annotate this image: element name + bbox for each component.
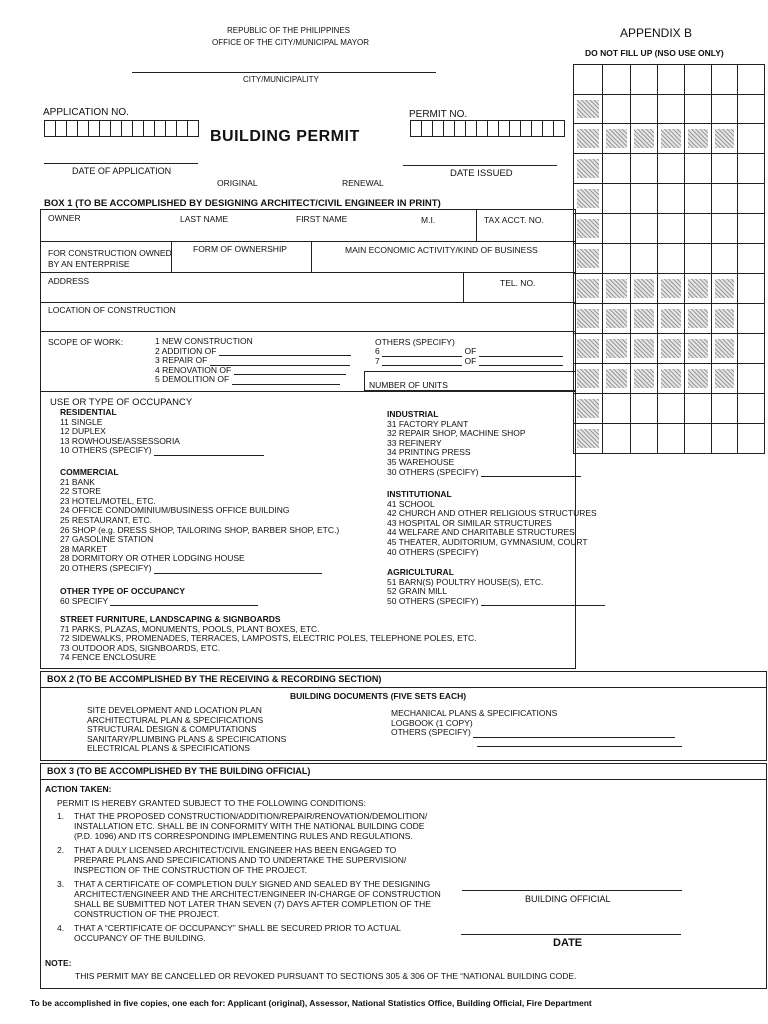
occupancy-item[interactable]: 43 HOSPITAL OR SIMILAR STRUCTURES bbox=[387, 517, 552, 528]
nso-cell bbox=[573, 94, 603, 124]
date-application-label: DATE OF APPLICATION bbox=[72, 166, 172, 176]
number-of-units-label: NUMBER OF UNITS bbox=[369, 380, 448, 390]
occupancy-item[interactable]: 13 ROWHOUSE/ASSESSORIA bbox=[60, 435, 180, 446]
nso-cell bbox=[737, 273, 765, 304]
nso-cell bbox=[630, 123, 658, 154]
nso-cell bbox=[630, 333, 658, 364]
occupancy-item[interactable]: 11 SINGLE bbox=[60, 416, 103, 427]
occupancy-item[interactable]: 25 RESTAURANT, ETC. bbox=[60, 514, 152, 525]
section-title: AGRICULTURAL bbox=[387, 567, 454, 577]
occupancy-item[interactable]: 45 THEATER, AUDITORIUM, GYMNASIUM, COURT bbox=[387, 536, 588, 547]
divider bbox=[40, 302, 575, 303]
nso-cell bbox=[711, 94, 738, 124]
condition-line: SHALL BE SUBMITTED NOT LATER THAN SEVEN (7) DAYS AFTER COMPLETION OF THE bbox=[74, 899, 431, 909]
nso-cell bbox=[657, 94, 685, 124]
industrial-section bbox=[387, 410, 581, 477]
occupancy-item[interactable]: 32 REPAIR SHOP, MACHINE SHOP bbox=[387, 428, 526, 439]
permit-no-field[interactable] bbox=[410, 120, 564, 137]
occupancy-item[interactable]: 10 OTHERS (SPECIFY) bbox=[60, 446, 264, 456]
nso-cell bbox=[602, 333, 631, 364]
nso-cell bbox=[657, 423, 685, 454]
nso-cell bbox=[737, 183, 765, 214]
location-label: LOCATION OF CONSTRUCTION bbox=[48, 305, 176, 315]
nso-cell bbox=[711, 243, 738, 274]
nso-cell bbox=[657, 273, 685, 304]
nso-cell bbox=[711, 123, 738, 154]
section-title: COMMERCIAL bbox=[60, 467, 119, 477]
nso-cell bbox=[657, 363, 685, 394]
nso-cell bbox=[630, 183, 658, 214]
nso-cell bbox=[684, 153, 712, 184]
occupancy-item[interactable]: 33 REFINERY bbox=[387, 437, 442, 448]
date-application-line bbox=[44, 163, 198, 164]
scope-label: SCOPE OF WORK: bbox=[48, 337, 124, 347]
condition-line: THAT A DULY LICENSED ARCHITECT/CIVIL ENGINEER HAS BEEN ENGAGED TO bbox=[74, 845, 397, 855]
condition-line: INSTALLATION ETC. SHALL BE IN CONFORMITY WITH THE NATIONAL BUILDING CODE bbox=[74, 821, 425, 831]
nso-cell bbox=[657, 243, 685, 274]
doc-item[interactable]: STRUCTURAL DESIGN & COMPUTATIONS bbox=[87, 724, 257, 735]
nso-cell bbox=[630, 303, 658, 334]
right-docs bbox=[391, 709, 675, 738]
occupancy-item[interactable]: 71 PARKS, PLAZAS, MONUMENTS, POOLS, PLANT BOXES, ETC. bbox=[60, 623, 320, 634]
application-no-label: APPLICATION NO. bbox=[43, 107, 129, 118]
others-item[interactable]: 6 OF bbox=[375, 347, 563, 357]
nso-cell bbox=[630, 393, 658, 424]
divider bbox=[40, 241, 575, 242]
date-issued-line bbox=[403, 165, 557, 166]
condition-line: THAT THE PROPOSED CONSTRUCTION/ADDITION/REPAIR/RENOVATION/DEMOLITION/ bbox=[74, 811, 428, 821]
nso-cell bbox=[573, 153, 603, 184]
nso-cell bbox=[602, 393, 631, 424]
nso-cell bbox=[711, 363, 738, 394]
occupancy-item[interactable]: 60 SPECIFY bbox=[60, 597, 258, 607]
occupancy-item[interactable]: 31 FACTORY PLANT bbox=[387, 418, 469, 429]
occupancy-item[interactable]: 24 OFFICE CONDOMINIUM/BUSINESS OFFICE BUILDING bbox=[60, 505, 290, 516]
occupancy-item[interactable]: 21 BANK bbox=[60, 476, 95, 487]
building-official-label: BUILDING OFFICIAL bbox=[525, 894, 611, 904]
doc-item[interactable]: SANITARY/PLUMBING PLANS & SPECIFICATIONS bbox=[87, 733, 287, 744]
date-label: DATE bbox=[553, 937, 583, 949]
nso-cell bbox=[737, 303, 765, 334]
date-line bbox=[461, 934, 681, 935]
nso-cell bbox=[657, 123, 685, 154]
last-name-label: LAST NAME bbox=[180, 214, 229, 224]
scope-item[interactable]: 5 DEMOLITION OF bbox=[155, 375, 351, 385]
nso-cell bbox=[573, 183, 603, 214]
occupancy-item[interactable]: 20 OTHERS (SPECIFY) bbox=[60, 564, 339, 574]
note-label: NOTE: bbox=[45, 958, 72, 968]
commercial-section bbox=[60, 468, 339, 574]
condition-line: OCCUPANCY OF THE BUILDING. bbox=[74, 933, 206, 943]
occupancy-item[interactable]: 72 SIDEWALKS, PROMENADES, TERRACES, LAMPOSTS, ELECTRIC POLES, TELEPHONE POLES, ETC. bbox=[60, 633, 477, 644]
divider bbox=[171, 241, 172, 272]
nso-cell bbox=[573, 273, 603, 304]
condition-line: ARCHITECT/ENGINEER AND THE ARCHITECT/ENGINEER IN-CHARGE OF CONSTRUCTION bbox=[74, 889, 441, 899]
nso-cell bbox=[737, 94, 765, 124]
nso-cell bbox=[657, 183, 685, 214]
nso-cell bbox=[684, 303, 712, 334]
scope-list bbox=[155, 337, 351, 385]
city-label: CITY/MUNICIPALITY bbox=[243, 75, 319, 84]
nso-cell bbox=[737, 423, 765, 454]
residential-section bbox=[60, 408, 264, 456]
section-title: RESIDENTIAL bbox=[60, 407, 117, 417]
occupancy-item[interactable]: 42 CHURCH AND OTHER RELIGIOUS STRUCTURES bbox=[387, 508, 597, 519]
nso-cell bbox=[737, 153, 765, 184]
scope-item[interactable]: 4 RENOVATION OF bbox=[155, 366, 351, 376]
note-text: THIS PERMIT MAY BE CANCELLED OR REVOKED PURSUANT TO SECTIONS 305 & 306 OF THE “NATIONAL BUILDING CODE. bbox=[75, 971, 577, 981]
doc-item[interactable]: ARCHITECTURAL PLAN & SPECIFICATIONS bbox=[87, 714, 264, 725]
nso-cell bbox=[684, 94, 712, 124]
doc-item[interactable]: SITE DEVELOPMENT AND LOCATION PLAN bbox=[87, 705, 262, 715]
use-heading: USE OR TYPE OF OCCUPANCY bbox=[50, 397, 193, 408]
occupancy-item[interactable]: 35 WAREHOUSE bbox=[387, 456, 455, 467]
occupancy-item[interactable]: 23 HOTEL/MOTEL, ETC. bbox=[60, 495, 156, 506]
enterprise-label: FOR CONSTRUCTION OWNED bbox=[48, 248, 172, 258]
nso-cell bbox=[630, 213, 658, 244]
nso-cell bbox=[711, 393, 738, 424]
occupancy-item[interactable]: 28 MARKET bbox=[60, 543, 108, 554]
condition-number: 1. bbox=[57, 811, 65, 821]
doc-item[interactable]: ELECTRICAL PLANS & SPECIFICATIONS bbox=[87, 743, 250, 754]
doc-item[interactable]: OTHERS (SPECIFY) bbox=[391, 728, 675, 738]
tel-no-label: TEL. NO. bbox=[500, 278, 536, 288]
nso-cell bbox=[602, 273, 631, 304]
form-ownership-label: FORM OF OWNERSHIP bbox=[193, 244, 287, 254]
mi-label: M.I. bbox=[421, 215, 436, 225]
nso-cell bbox=[602, 153, 631, 184]
nso-cell bbox=[737, 123, 765, 154]
condition-line: (P.D. 1096) AND ITS CORRESPONDING IMPLEMENTING RULES AND REGULATIONS. bbox=[74, 831, 413, 841]
nso-cell bbox=[711, 273, 738, 304]
renewal-label: RENEWAL bbox=[342, 178, 384, 188]
permit-no-label: PERMIT NO. bbox=[409, 109, 468, 120]
nso-cell bbox=[630, 64, 658, 95]
condition-line: THAT A “CERTIFICATE OF OCCUPANCY” SHALL BE SECURED PRIOR TO ACTUAL bbox=[74, 923, 401, 933]
nso-cell bbox=[573, 213, 603, 244]
nso-cell bbox=[573, 64, 603, 95]
occupancy-item[interactable]: 22 STORE bbox=[60, 486, 101, 497]
institutional-section bbox=[387, 490, 597, 557]
original-label: ORIGINAL bbox=[217, 178, 258, 188]
nso-cell bbox=[630, 243, 658, 274]
occupancy-item[interactable]: 74 FENCE ENCLOSURE bbox=[60, 652, 156, 663]
others-specify-label: OTHERS (SPECIFY) bbox=[375, 337, 455, 347]
first-name-label: FIRST NAME bbox=[296, 214, 348, 224]
main-activity-label: MAIN ECONOMIC ACTIVITY/KIND OF BUSINESS bbox=[345, 245, 538, 255]
occupancy-item[interactable]: 50 OTHERS (SPECIFY) bbox=[387, 597, 605, 607]
nso-cell bbox=[684, 183, 712, 214]
occupancy-item[interactable]: 73 OUTDOOR ADS, SIGNBOARDS, ETC. bbox=[60, 642, 221, 653]
other-type-section bbox=[60, 587, 258, 606]
nso-cell bbox=[602, 123, 631, 154]
occupancy-item[interactable]: 40 OTHERS (SPECIFY) bbox=[387, 546, 479, 557]
occupancy-item[interactable]: 34 PRINTING PRESS bbox=[387, 447, 471, 458]
building-official-line bbox=[462, 890, 682, 891]
nso-cell bbox=[602, 243, 631, 274]
nso-cell bbox=[684, 393, 712, 424]
box3-heading: BOX 3 (TO BE ACCOMPLISHED BY THE BUILDING OFFICIAL) bbox=[47, 766, 311, 776]
divider bbox=[463, 272, 464, 302]
occupancy-item[interactable]: 44 WELFARE AND CHARITABLE STRUCTURES bbox=[387, 527, 575, 538]
nso-cell bbox=[602, 363, 631, 394]
occupancy-item[interactable]: 52 GRAIN MILL bbox=[387, 586, 447, 597]
nso-cell bbox=[737, 333, 765, 364]
date-issued-label: DATE ISSUED bbox=[450, 168, 513, 179]
application-no-field[interactable] bbox=[44, 120, 198, 137]
others-item[interactable]: 7 OF bbox=[375, 357, 563, 367]
nso-cell bbox=[657, 153, 685, 184]
nso-cell bbox=[684, 123, 712, 154]
agricultural-section bbox=[387, 568, 605, 606]
nso-cell bbox=[602, 303, 631, 334]
nso-cell bbox=[657, 393, 685, 424]
nso-cell bbox=[711, 423, 738, 454]
nso-cell bbox=[630, 273, 658, 304]
nso-cell bbox=[602, 64, 631, 95]
scope-item[interactable]: 3 REPAIR OF bbox=[155, 356, 351, 366]
tax-acct-label: TAX ACCT. NO. bbox=[484, 215, 544, 225]
nso-cell bbox=[711, 303, 738, 334]
doc-item[interactable]: MECHANICAL PLANS & SPECIFICATIONS bbox=[391, 708, 558, 718]
street-section bbox=[60, 615, 476, 663]
left-docs bbox=[87, 706, 286, 754]
republic-text: REPUBLIC OF THE PHILIPPINES bbox=[227, 26, 350, 35]
enterprise-label: BY AN ENTERPRISE bbox=[48, 259, 130, 269]
section-title: STREET FURNITURE, LANDSCAPING & SIGNBOARDS bbox=[60, 614, 281, 624]
scope-item[interactable]: 1 NEW CONSTRUCTION bbox=[155, 336, 253, 346]
nso-cell bbox=[602, 213, 631, 244]
condition-line: PREPARE PLANS AND SPECIFICATIONS AND TO UNDERTAKE THE SUPERVISION/ bbox=[74, 855, 407, 865]
nso-cell bbox=[630, 363, 658, 394]
condition-line: INSPECTION OF THE CONSTRUCTION OF THE PROJECT. bbox=[74, 865, 307, 875]
nso-cell bbox=[711, 153, 738, 184]
scope-item[interactable]: 2 ADDITION OF bbox=[155, 347, 351, 357]
nso-cell bbox=[737, 64, 765, 95]
others-blank bbox=[477, 746, 682, 747]
occupancy-item[interactable]: 26 SHOP (e.g. DRESS SHOP, TAILORING SHOP, BARBER SHOP, ETC.) bbox=[60, 524, 340, 535]
conditions-intro: PERMIT IS HEREBY GRANTED SUBJECT TO THE FOLLOWING CONDITIONS: bbox=[57, 798, 366, 808]
address-label: ADDRESS bbox=[48, 276, 90, 286]
section-title: OTHER TYPE OF OCCUPANCY bbox=[60, 586, 185, 596]
nso-cell bbox=[711, 333, 738, 364]
nso-cell bbox=[573, 333, 603, 364]
divider bbox=[311, 241, 312, 272]
nso-cell bbox=[711, 64, 738, 95]
nso-cell bbox=[630, 153, 658, 184]
nso-cell bbox=[684, 243, 712, 274]
box1-heading: BOX 1 (TO BE ACCOMPLISHED BY DESIGNING ARCHITECT/CIVIL ENGINEER IN PRINT) bbox=[44, 198, 441, 209]
doc-item[interactable]: LOGBOOK (1 COPY) bbox=[391, 717, 473, 728]
divider bbox=[40, 272, 575, 273]
occupancy-item[interactable]: 27 GASOLINE STATION bbox=[60, 534, 154, 545]
nso-note: DO NOT FILL UP (NSO USE ONLY) bbox=[585, 48, 724, 58]
nso-cell bbox=[602, 423, 631, 454]
docs-heading: BUILDING DOCUMENTS (FIVE SETS EACH) bbox=[290, 691, 467, 701]
nso-cell bbox=[573, 363, 603, 394]
nso-cell bbox=[630, 94, 658, 124]
nso-cell bbox=[684, 64, 712, 95]
box2-heading: BOX 2 (TO BE ACCOMPLISHED BY THE RECEIVING & RECORDING SECTION) bbox=[47, 674, 382, 684]
nso-cell bbox=[602, 183, 631, 214]
nso-cell bbox=[737, 243, 765, 274]
occupancy-item[interactable]: 51 BARN(S) POULTRY HOUSE(S), ETC. bbox=[387, 576, 544, 587]
occupancy-item[interactable]: 28 DORMITORY OR OTHER LODGING HOUSE bbox=[60, 553, 245, 564]
office-text: OFFICE OF THE CITY/MUNICIPAL MAYOR bbox=[212, 38, 370, 47]
nso-cell bbox=[737, 363, 765, 394]
divider bbox=[40, 391, 575, 392]
nso-cell bbox=[573, 243, 603, 274]
section-title: INSTITUTIONAL bbox=[387, 489, 452, 499]
nso-cell bbox=[684, 423, 712, 454]
city-line bbox=[132, 72, 436, 73]
condition-number: 4. bbox=[57, 923, 65, 933]
nso-cell bbox=[573, 123, 603, 154]
occupancy-item[interactable]: 12 DUPLEX bbox=[60, 426, 106, 437]
condition-line: THAT A CERTIFICATE OF COMPLETION DULY SIGNED AND SEALED BY THE DESIGNING bbox=[74, 879, 431, 889]
nso-cell bbox=[657, 213, 685, 244]
nso-cell bbox=[657, 303, 685, 334]
nso-cell bbox=[684, 213, 712, 244]
footer-text: To be accomplished in five copies, one each for: Applicant (original), Assessor, National Statistics Office, Building Official, Fire Department bbox=[30, 998, 592, 1008]
divider bbox=[40, 331, 575, 332]
nso-cell bbox=[684, 333, 712, 364]
condition-number: 3. bbox=[57, 879, 65, 889]
appendix-label: APPENDIX B bbox=[620, 26, 693, 40]
condition-number: 2. bbox=[57, 845, 65, 855]
others-list bbox=[375, 347, 563, 366]
condition-line: CONSTRUCTION OF THE PROJECT. bbox=[74, 909, 220, 919]
nso-cell bbox=[657, 333, 685, 364]
nso-cell bbox=[630, 423, 658, 454]
nso-cell bbox=[657, 64, 685, 95]
nso-cell bbox=[711, 213, 738, 244]
page-title: BUILDING PERMIT bbox=[210, 128, 360, 145]
nso-cell bbox=[684, 273, 712, 304]
divider bbox=[476, 209, 477, 241]
nso-cell bbox=[711, 183, 738, 214]
owner-label: OWNER bbox=[48, 213, 81, 223]
nso-cell bbox=[737, 393, 765, 424]
nso-cell bbox=[684, 363, 712, 394]
action-taken-label: ACTION TAKEN: bbox=[45, 784, 112, 794]
occupancy-item[interactable]: 30 OTHERS (SPECIFY) bbox=[387, 468, 581, 478]
nso-cell bbox=[737, 213, 765, 244]
nso-cell bbox=[573, 303, 603, 334]
section-title: INDUSTRIAL bbox=[387, 409, 439, 419]
occupancy-item[interactable]: 41 SCHOOL bbox=[387, 498, 435, 509]
nso-cell bbox=[602, 94, 631, 124]
